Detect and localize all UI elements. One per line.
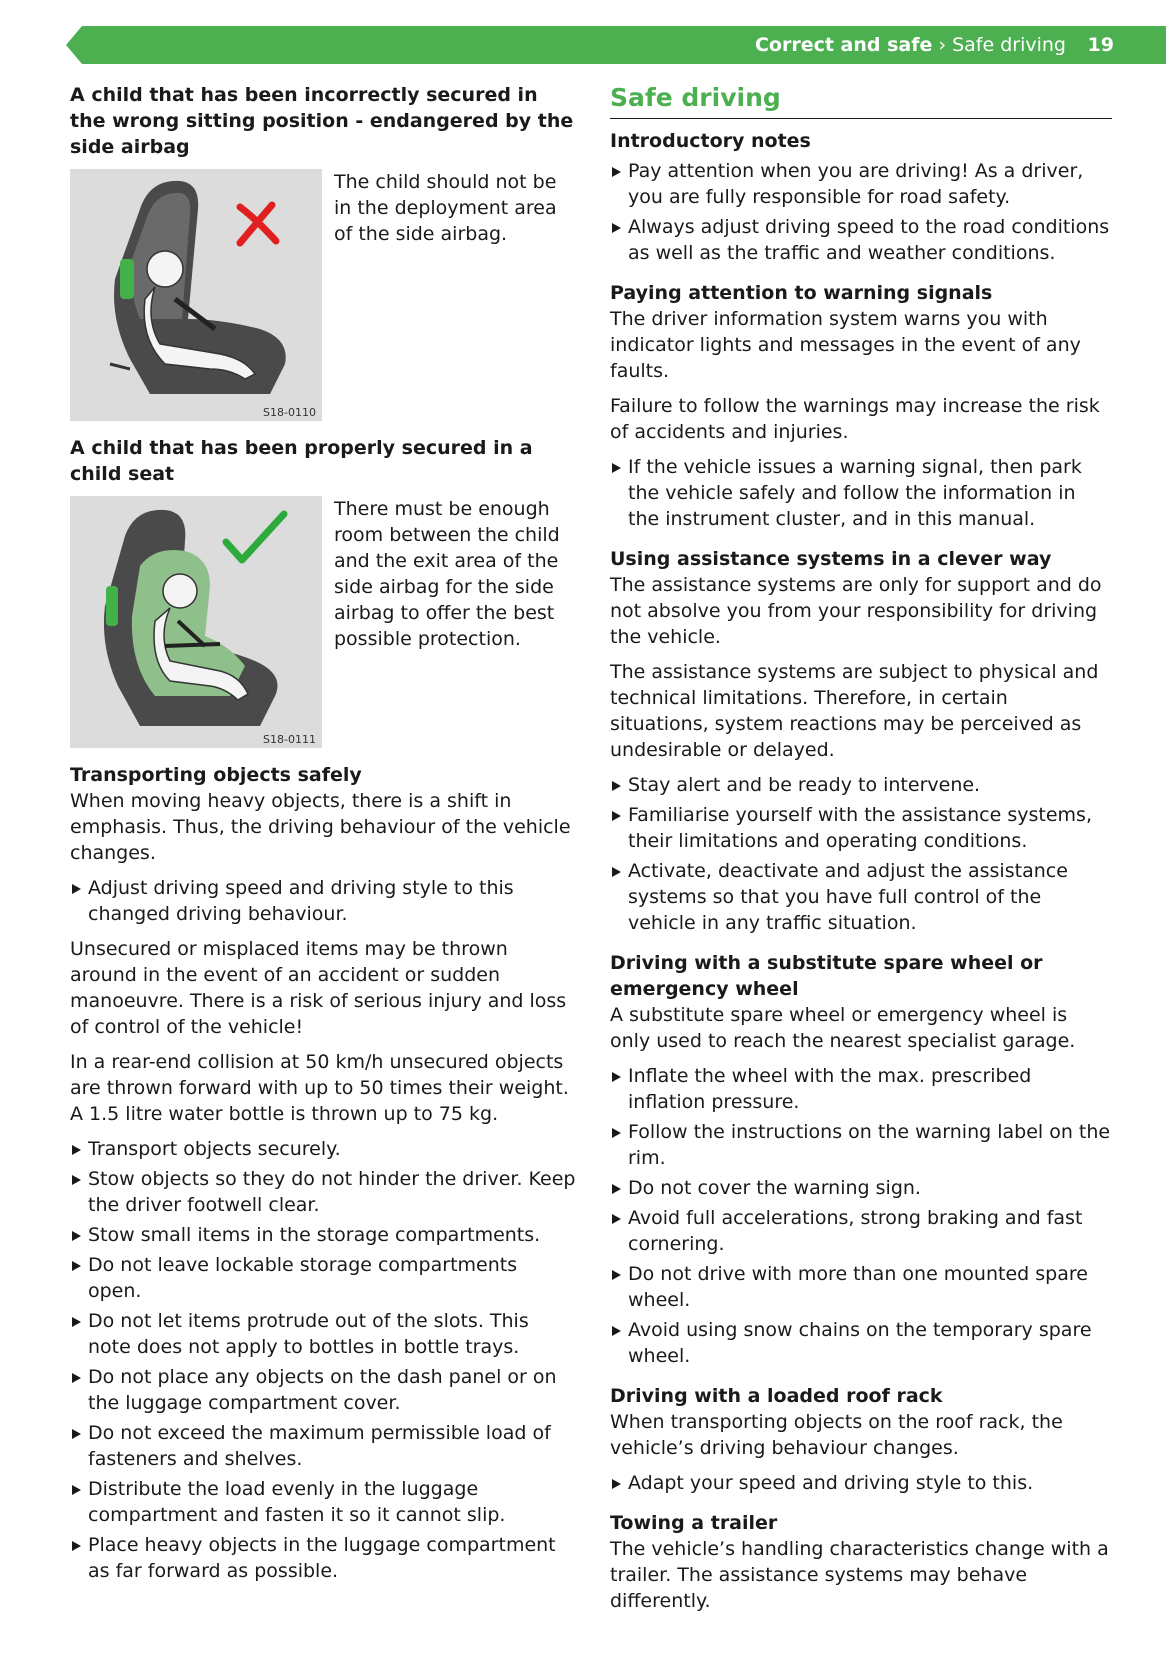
list-item: Pay attention when you are driving! As a driver, you are fully responsible for road safety. [610, 158, 1112, 210]
breadcrumb-subsection: Safe driving [952, 34, 1066, 56]
figure-code: S18-0111 [263, 733, 316, 746]
right-column [610, 82, 1112, 1614]
figure-incorrect-caption: The child should not be in the deployment area of the side airbag. [334, 171, 557, 245]
assist-paragraph-2: The assistance systems are subject to physical and technical limitations. Therefore, in certain situations, system reactions may be perceived as undesirable or delayed. [610, 661, 1099, 761]
transport-paragraph-2: Unsecured or misplaced items may be thrown around in the event of an accident or sudden manoeuvre. There is a risk of serious injury and loss of control of the vehicle! [70, 938, 567, 1038]
list-item: Avoid using snow chains on the temporary spare wheel. [610, 1317, 1112, 1369]
figure-correct-row [70, 496, 576, 748]
page-number: 19 [1087, 34, 1114, 56]
page-header [0, 26, 1166, 64]
transport-bullets-1 [70, 875, 576, 927]
list-item: Activate, deactivate and adjust the assistance systems so that you have full control of the vehicle in any traffic situation. [610, 858, 1112, 936]
heading-incorrect-seating: A child that has been incorrectly secured in the wrong sitting position - endangered by the side airbag [70, 84, 574, 158]
heading-transporting-objects: Transporting objects safely [70, 764, 362, 786]
list-item: If the vehicle issues a warning signal, then park the vehicle safely and follow the information in the instrument cluster, and in this manual. [610, 454, 1112, 532]
heading-spare-wheel: Driving with a substitute spare wheel or emergency wheel [610, 952, 1043, 1000]
transport-paragraph-3: In a rear-end collision at 50 km/h unsecured objects are thrown forward with up to 50 times their weight. A 1.5 litre water bottle is thrown up to 75 kg. [70, 1051, 569, 1125]
breadcrumb-separator: › [938, 34, 947, 56]
heading-warning-signals: Paying attention to warning signals [610, 282, 993, 304]
list-item: Stow objects so they do not hinder the driver. Keep the driver footwell clear. [70, 1166, 576, 1218]
figure-incorrect [70, 169, 322, 421]
list-item: Do not drive with more than one mounted spare wheel. [610, 1261, 1112, 1313]
warnings-paragraph-2: Failure to follow the warnings may increase the risk of accidents and injuries. [610, 395, 1100, 443]
seat-illustration-incorrect [70, 169, 322, 421]
left-column [70, 82, 576, 1584]
section-title: Safe driving [610, 82, 1112, 119]
heading-roof-rack: Driving with a loaded roof rack [610, 1385, 943, 1407]
list-item: Inflate the wheel with the max. prescribed inflation pressure. [610, 1063, 1112, 1115]
cross-icon [232, 197, 284, 249]
list-item: Always adjust driving speed to the road conditions as well as the traffic and weather conditions. [610, 214, 1112, 266]
roof-bullets [610, 1470, 1112, 1496]
list-item: Place heavy objects in the luggage compartment as far forward as possible. [70, 1532, 576, 1584]
spare-bullets [610, 1063, 1112, 1369]
list-item: Do not leave lockable storage compartments open. [70, 1252, 576, 1304]
list-item: Do not let items protrude out of the slots. This note does not apply to bottles in bottle trays. [70, 1308, 576, 1360]
side-airbag-marker [106, 586, 118, 626]
list-item: Adapt your speed and driving style to this. [610, 1470, 1112, 1496]
child-head [147, 251, 183, 287]
assist-paragraph-1: The assistance systems are only for support and do not absolve you from your responsibility for driving the vehicle. [610, 574, 1102, 648]
breadcrumb-section: Correct and safe [754, 34, 933, 56]
side-airbag-marker [120, 259, 134, 299]
figure-incorrect-row [70, 169, 576, 421]
list-item: Transport objects securely. [70, 1136, 576, 1162]
warnings-paragraph-1: The driver information system warns you with indicator lights and messages in the event of any faults. [610, 308, 1081, 382]
list-item: Adjust driving speed and driving style to this changed driving behaviour. [70, 875, 576, 927]
breadcrumb [755, 32, 1066, 58]
heading-introductory-notes: Introductory notes [610, 130, 811, 152]
transport-paragraph-1: When moving heavy objects, there is a shift in emphasis. Thus, the driving behaviour of the vehicle changes. [70, 790, 571, 864]
list-item: Distribute the load evenly in the luggage compartment and fasten it so it cannot slip. [70, 1476, 576, 1528]
roof-paragraph-1: When transporting objects on the roof rack, the vehicle’s driving behaviour changes. [610, 1411, 1063, 1459]
spare-paragraph-1: A substitute spare wheel or emergency wheel is only used to reach the nearest specialist garage. [610, 1004, 1076, 1052]
warnings-bullets [610, 454, 1112, 532]
intro-bullets [610, 158, 1112, 266]
trailer-paragraph-1: The vehicle’s handling characteristics change with a trailer. The assistance systems may behave differently. [610, 1538, 1109, 1612]
list-item: Stow small items in the storage compartments. [70, 1222, 576, 1248]
list-item: Stay alert and be ready to intervene. [610, 772, 1112, 798]
list-item: Do not cover the warning sign. [610, 1175, 1112, 1201]
checkmark-icon [220, 508, 290, 568]
list-item: Avoid full accelerations, strong braking and fast cornering. [610, 1205, 1112, 1257]
list-item: Follow the instructions on the warning label on the rim. [610, 1119, 1112, 1171]
heading-assistance-systems: Using assistance systems in a clever way [610, 548, 1052, 570]
assist-bullets [610, 772, 1112, 936]
figure-correct-caption: There must be enough room between the child and the exit area of the side airbag for the side airbag to offer the best possible protection. [334, 498, 560, 650]
figure-correct [70, 496, 322, 748]
figure-code: S18-0110 [263, 406, 316, 419]
list-item: Do not place any objects on the dash panel or on the luggage compartment cover. [70, 1364, 576, 1416]
transport-bullets-2 [70, 1136, 576, 1584]
heading-correct-seating: A child that has been properly secured in a child seat [70, 437, 533, 485]
child-head [163, 574, 197, 608]
heading-towing-trailer: Towing a trailer [610, 1512, 778, 1534]
list-item: Familiarise yourself with the assistance systems, their limitations and operating conditions. [610, 802, 1112, 854]
list-item: Do not exceed the maximum permissible load of fasteners and shelves. [70, 1420, 576, 1472]
